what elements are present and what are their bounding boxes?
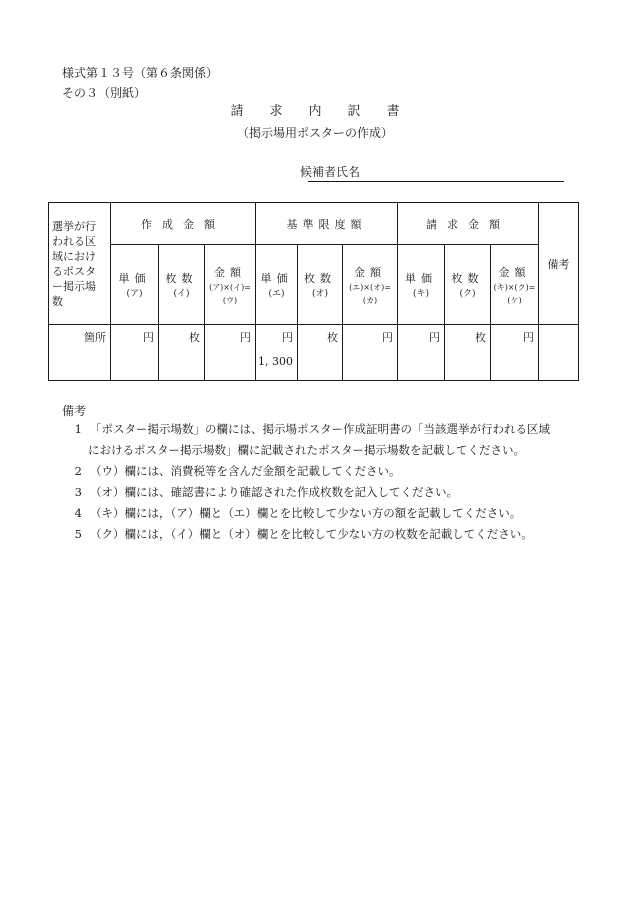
quantity-o-cell[interactable]: 枚 <box>298 325 343 381</box>
amount-u-cell[interactable]: 円 <box>205 325 256 381</box>
subheader-unit-price: 単価 (ア) <box>111 245 159 325</box>
subheader-amount: 金額 (エ)×(オ)= (カ) <box>343 245 398 325</box>
form-number: 様式第１３号（第６条関係） <box>62 66 219 80</box>
group-header-standard-limit: 基準限度額 <box>256 203 398 245</box>
area-label-line: われる区 <box>52 234 96 248</box>
claim-breakdown-table <box>48 202 579 381</box>
note-text: （ウ）欄には、消費税等を含んだ金額を記載してください。 <box>90 464 401 478</box>
note-number: 1 <box>74 422 82 436</box>
remarks-cell[interactable] <box>539 325 579 381</box>
note-text: （オ）欄には、確認書により確認された作成枚数を記入してください。 <box>90 485 458 499</box>
unit-price-a-cell[interactable]: 円 <box>111 325 159 381</box>
area-label-line: るポスタ <box>52 264 96 278</box>
candidate-name-field[interactable] <box>308 181 564 182</box>
unit-price-e-cell: 円 1, 300 <box>256 325 298 381</box>
candidate-name-label: 候補者氏名 <box>300 165 361 179</box>
note-text: におけるポスター掲示場数」欄に記載されたポスター掲示場数を記載してください。 <box>88 443 525 457</box>
subheader-quantity: 枚数 (ク) <box>445 245 491 325</box>
subheader-amount: 金額 (キ)×(ク)= (ケ) <box>491 245 539 325</box>
note-text: 「ポスター掲示場数」の欄には、掲示場ポスター作成証明書の「当該選挙が行われる区域 <box>90 422 550 436</box>
note-text: （キ）欄には，（ア）欄と（エ）欄とを比較して少ない方の額を記載してください。 <box>90 506 522 520</box>
remarks-header: 備考 <box>539 203 579 325</box>
area-header-cell <box>49 203 111 325</box>
subheader-unit-price: 単価 (キ) <box>398 245 445 325</box>
page-title: 請 求 内 訳 書 <box>230 104 400 119</box>
subheader-amount: 金額 (ア)×(イ)= (ウ) <box>205 245 256 325</box>
page-subtitle: （掲示場用ポスターの作成） <box>236 126 393 140</box>
amount-ke-cell[interactable]: 円 <box>491 325 539 381</box>
note-number: 4 <box>74 506 82 520</box>
quantity-ku-cell[interactable]: 枚 <box>445 325 491 381</box>
subheader-quantity: 枚数 (オ) <box>298 245 343 325</box>
area-label-line: 域におけ <box>52 249 96 263</box>
notes-heading: 備考 <box>62 404 87 418</box>
area-label-line: ー掲示場 <box>52 279 96 293</box>
subheader-quantity: 枚数 (イ) <box>159 245 205 325</box>
subheader-unit-price: 単価 (エ) <box>256 245 298 325</box>
note-number: 5 <box>74 527 82 541</box>
area-label-line: 選挙が行 <box>52 219 96 233</box>
note-text: （ク）欄には，（イ）欄と（オ）欄とを比較して少ない方の枚数を記載してください。 <box>90 527 533 541</box>
area-label-line: 数 <box>52 294 63 308</box>
group-header-claim-amount: 請求金額 <box>398 203 539 245</box>
note-item-continuation <box>88 443 525 457</box>
quantity-i-cell[interactable]: 枚 <box>159 325 205 381</box>
note-number: 3 <box>74 485 82 499</box>
form-subtitle-label: その３（別紙） <box>62 86 147 100</box>
note-number: 2 <box>74 464 82 478</box>
base-unit-price-value: 1, 300 <box>258 355 294 368</box>
unit-price-ki-cell[interactable]: 円 <box>398 325 445 381</box>
area-count-cell[interactable]: 箇所 <box>49 325 111 381</box>
amount-ka-cell[interactable]: 円 <box>343 325 398 381</box>
group-header-production-cost: 作成金額 <box>111 203 256 245</box>
